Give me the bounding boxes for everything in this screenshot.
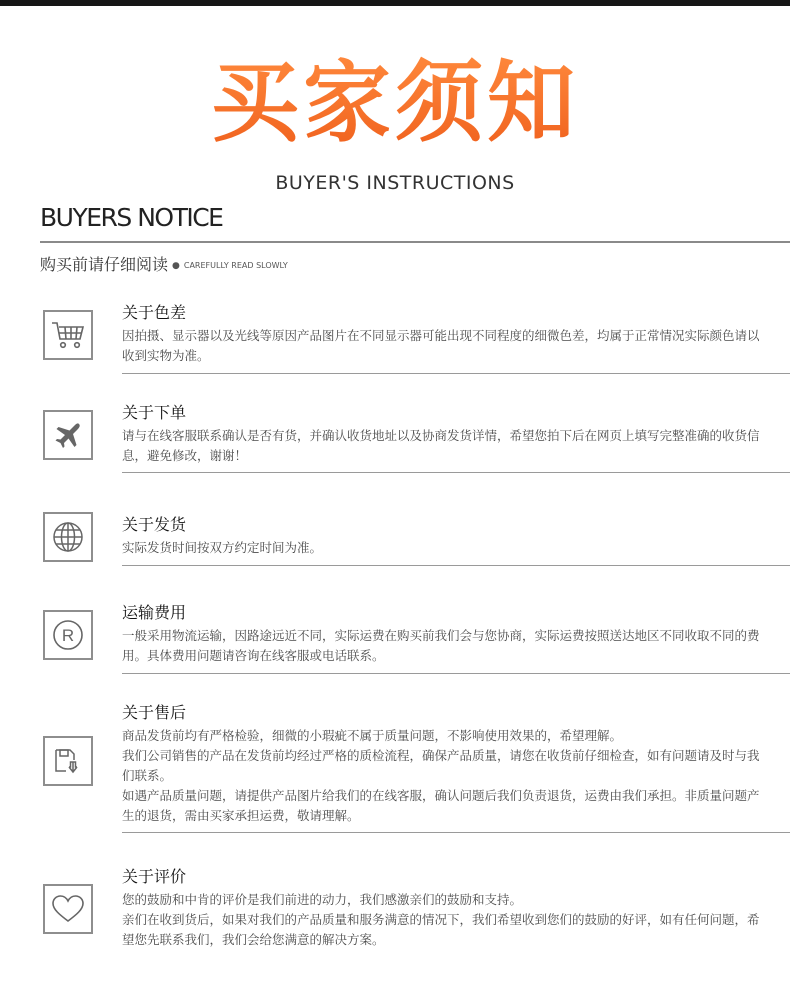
section-paragraph: 亲们在收到货后，如果对我们的产品质量和服务满意的情况下，我们希望收到您们的鼓励的好评，如有任何问题，希望您先联系我们，我们会给您满意的解决方案。 xyxy=(122,912,760,947)
globe-icon xyxy=(43,512,93,562)
read-note-text: 购买前请仔细阅读 xyxy=(40,255,169,274)
section-paragraph: 因拍摄、显示器以及光线等原因产品图片在不同显示器可能出现不同程度的细微色差，均属于正常情况实际颜色请以收到实物为准。 xyxy=(122,328,760,363)
section-title: 运输费用 xyxy=(122,603,187,622)
section-title: 关于色差 xyxy=(122,303,187,322)
svg-text:R: R xyxy=(61,626,75,645)
section-title: 关于发货 xyxy=(122,515,187,534)
section-body xyxy=(122,538,762,558)
heart-icon xyxy=(43,884,93,934)
registered-icon xyxy=(43,610,93,660)
read-note-english: CAREFULLY READ SLOWLY xyxy=(183,261,288,270)
heading-divider xyxy=(40,241,790,243)
section-body xyxy=(122,626,762,666)
section-title: 关于下单 xyxy=(122,403,187,422)
package-return-icon xyxy=(43,736,93,786)
section-body xyxy=(122,326,762,366)
airplane-icon xyxy=(43,410,93,460)
section-paragraph: 一般采用物流运输，因路途远近不同，实际运费在购买前我们会与您协商，实际运费按照送达地区不同收取不同的费用。具体费用问题请咨询在线客服或电话联系。 xyxy=(122,628,760,663)
section-paragraph: 您的鼓励和中肯的评价是我们前进的动力，我们感激亲们的鼓励和支持。 xyxy=(122,892,523,907)
top-bar xyxy=(0,0,790,6)
section-title: 关于售后 xyxy=(122,703,187,722)
section-body xyxy=(122,426,762,466)
section-body xyxy=(122,890,762,950)
page-subtitle: BUYER'S INSTRUCTIONS xyxy=(275,172,515,194)
section-divider xyxy=(122,832,790,833)
section-body xyxy=(122,726,762,826)
page-title: 买家须知 xyxy=(0,48,790,158)
section-divider xyxy=(122,565,790,566)
section-divider xyxy=(122,673,790,674)
section-divider xyxy=(122,472,790,473)
section-paragraph: 如遇产品质量问题，请提供产品图片给我们的在线客服，确认问题后我们负责退货，运费由我们承担。非质量问题产生的退货，需由买家承担运费，敬请理解。 xyxy=(122,788,760,823)
read-note xyxy=(40,252,288,275)
section-paragraph: 请与在线客服联系确认是否有货，并确认收货地址以及协商发货详情，希望您拍下后在网页上填写完整准确的收货信息，避免修改，谢谢！ xyxy=(122,428,760,463)
bullet-dot: ● xyxy=(172,261,180,271)
section-paragraph: 实际发货时间按双方约定时间为准。 xyxy=(122,540,323,555)
section-paragraph: 商品发货前均有严格检验，细微的小瑕疵不属于质量问题，不影响使用效果的，希望理解。 xyxy=(122,728,623,743)
notice-heading: BUYERS NOTICE xyxy=(40,203,223,232)
section-divider xyxy=(122,373,790,374)
section-paragraph: 我们公司销售的产品在发货前均经过严格的质检流程，确保产品质量，请您在收货前仔细检查，如有问题请及时与我们联系。 xyxy=(122,748,760,783)
section-title: 关于评价 xyxy=(122,867,187,886)
shopping-cart-icon xyxy=(43,310,93,360)
